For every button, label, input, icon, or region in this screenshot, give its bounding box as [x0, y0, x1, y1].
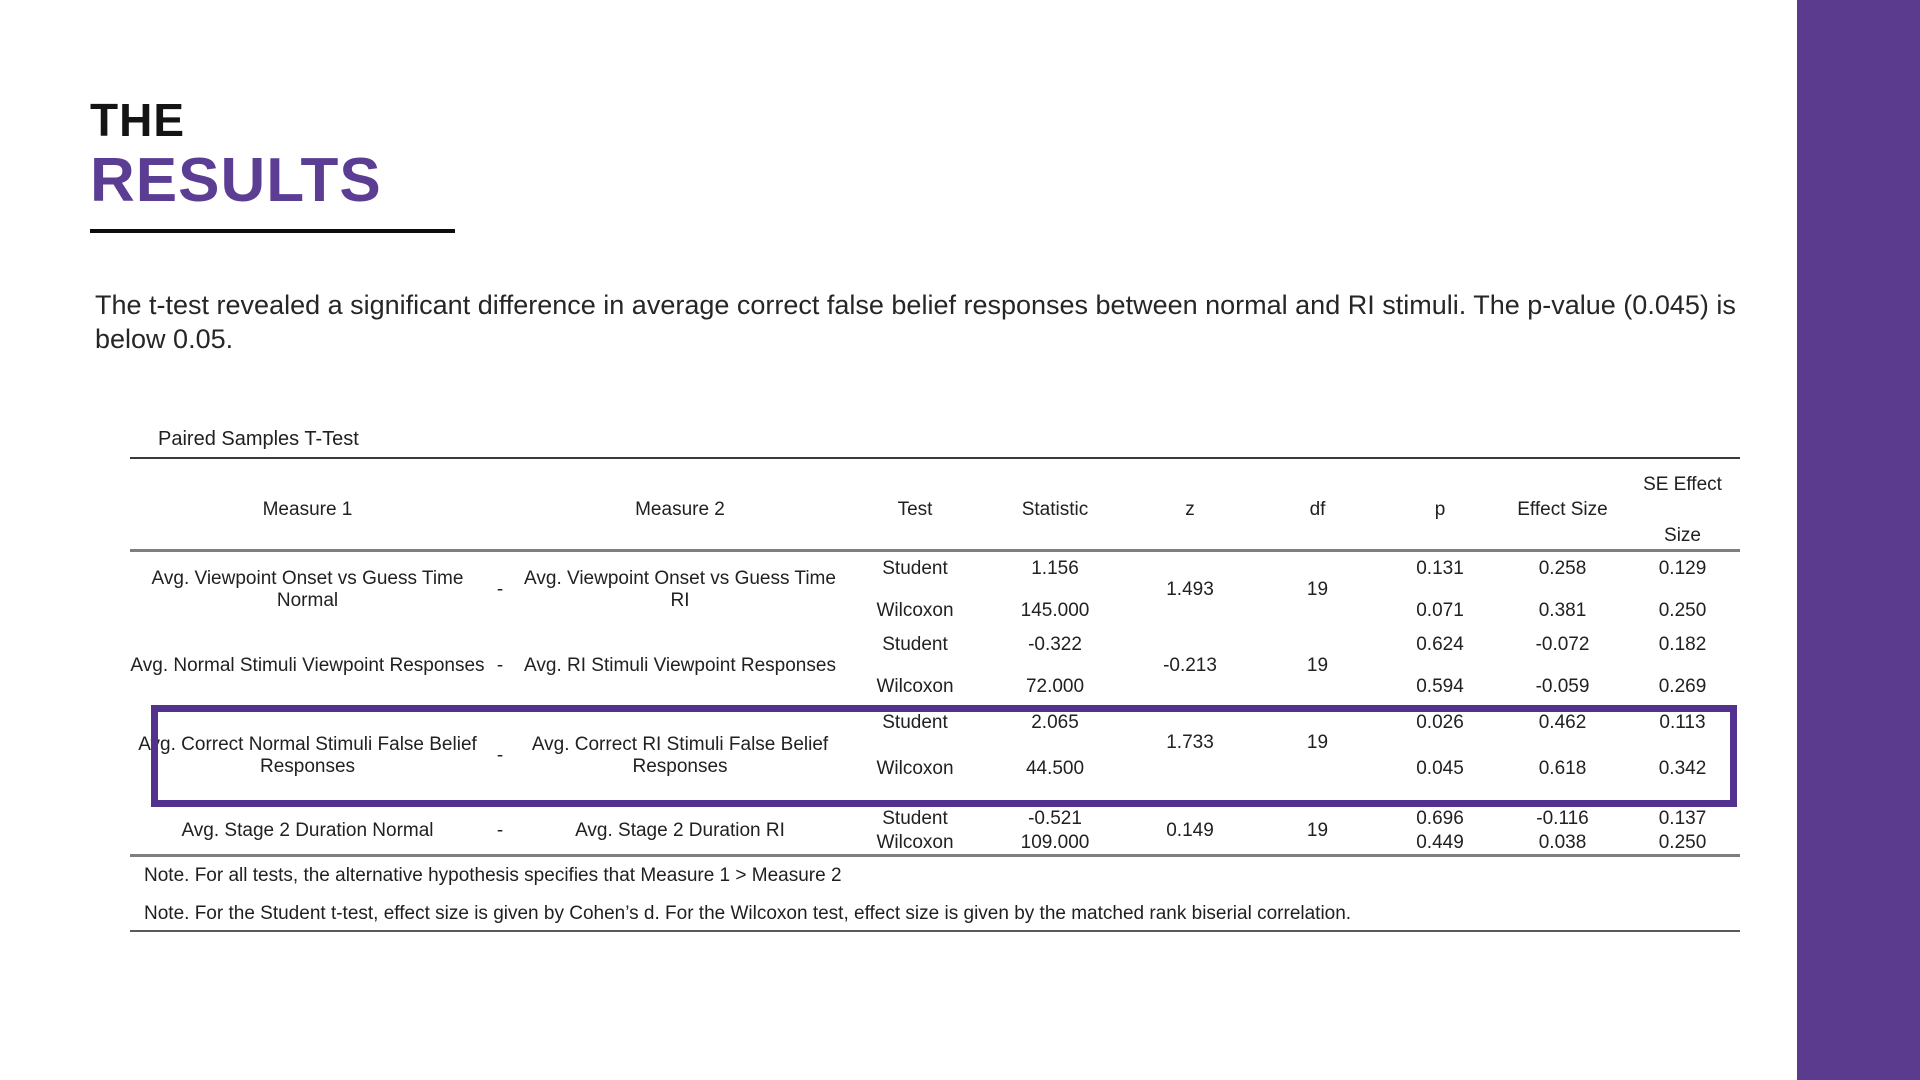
statistic-student: 2.065 — [1031, 712, 1079, 733]
separator-cell: - — [496, 579, 504, 600]
df-cell: 19 — [1306, 655, 1329, 676]
z-cell: 1.493 — [1166, 579, 1214, 600]
test-wilcoxon: Wilcoxon — [876, 758, 954, 779]
statistic-student: 1.156 — [1031, 558, 1079, 579]
p-wilcoxon: 0.045 — [1416, 758, 1464, 779]
effect-student: 0.462 — [1538, 712, 1587, 733]
header-z: z — [1185, 499, 1195, 521]
test-student: Student — [882, 558, 948, 579]
statistic-wilcoxon: 72.000 — [1025, 676, 1085, 697]
measure2-cell: Avg. Correct RI Stimuli False Belief Responses — [531, 734, 829, 777]
p-student: 0.624 — [1416, 634, 1464, 655]
se-wilcoxon: 0.250 — [1658, 832, 1707, 853]
se-student: 0.129 — [1658, 558, 1707, 579]
p-cell — [1380, 808, 1500, 854]
statistic-student: -0.322 — [1028, 634, 1082, 655]
statistic-cell — [985, 808, 1125, 854]
effect-wilcoxon: -0.059 — [1535, 676, 1590, 697]
statistic-cell — [985, 628, 1125, 704]
table-row — [130, 628, 1740, 704]
table-note-2: Note. For the Student t-test, effect size is given by Cohen’s d. For the Wilcoxon test, effect size is given by the matched rank biserial correlation. — [130, 887, 1740, 932]
header-measure2: Measure 2 — [635, 499, 725, 521]
table-row — [130, 808, 1740, 854]
effect-wilcoxon: 0.038 — [1538, 832, 1587, 853]
paired-samples-t-test-table — [130, 428, 1740, 932]
effect-size-cell — [1500, 628, 1625, 704]
header-p: p — [1434, 499, 1446, 521]
table-row — [130, 552, 1740, 628]
measure2-cell: Avg. Stage 2 Duration RI — [575, 820, 785, 841]
measure2-cell: Avg. Viewpoint Onset vs Guess Time RI — [524, 568, 836, 611]
header-separator — [485, 459, 515, 562]
title-block — [90, 95, 455, 233]
p-cell — [1380, 552, 1500, 628]
se-wilcoxon: 0.342 — [1658, 758, 1707, 779]
z-cell: 1.733 — [1166, 732, 1214, 753]
df-cell: 19 — [1306, 820, 1329, 841]
test-cell — [845, 552, 985, 628]
header-test: Test — [897, 499, 933, 521]
df-cell: 19 — [1306, 732, 1329, 753]
highlight-box — [151, 705, 1737, 807]
effect-wilcoxon: 0.381 — [1538, 600, 1587, 621]
se-student: 0.113 — [1659, 712, 1706, 733]
se-effect-size-cell — [1625, 808, 1740, 854]
table-header-row — [130, 459, 1740, 552]
se-wilcoxon: 0.250 — [1658, 600, 1707, 621]
se-student: 0.182 — [1658, 634, 1707, 655]
p-student: 0.026 — [1416, 712, 1464, 733]
header-measure1: Measure 1 — [262, 499, 353, 521]
test-cell — [845, 808, 985, 854]
header-se-effect-size: SE Effect Size — [1643, 474, 1722, 547]
header-statistic: Statistic — [1021, 499, 1089, 521]
test-student: Student — [882, 634, 948, 655]
test-wilcoxon: Wilcoxon — [876, 832, 954, 853]
statistic-cell — [985, 552, 1125, 628]
right-accent-bar — [1797, 0, 1920, 1080]
effect-student: -0.116 — [1536, 808, 1589, 829]
z-cell: 0.149 — [1166, 820, 1214, 841]
z-cell: -0.213 — [1163, 655, 1217, 676]
page-title: RESULTS — [90, 145, 382, 215]
test-student: Student — [882, 712, 948, 733]
se-effect-size-cell — [1625, 552, 1740, 628]
effect-student: 0.258 — [1538, 558, 1587, 579]
header-effect-size: Effect Size — [1517, 499, 1608, 521]
statistic-wilcoxon: 109.000 — [1020, 832, 1090, 853]
df-cell: 19 — [1306, 579, 1329, 600]
se-wilcoxon: 0.269 — [1658, 676, 1707, 697]
statistic-student: -0.521 — [1028, 808, 1082, 829]
se-effect-size-cell — [1625, 628, 1740, 704]
statistic-wilcoxon: 44.500 — [1025, 758, 1085, 779]
p-wilcoxon: 0.449 — [1416, 832, 1464, 853]
p-cell — [1380, 628, 1500, 704]
measure1-cell: Avg. Normal Stimuli Viewpoint Responses — [130, 655, 485, 676]
summary-text: The t-test revealed a significant difference in average correct false belief responses between normal and RI stimuli. The p-value (0.045) is below 0.05. — [95, 290, 1736, 355]
se-student: 0.137 — [1658, 808, 1707, 829]
measure2-cell: Avg. RI Stimuli Viewpoint Responses — [524, 655, 836, 676]
effect-size-cell — [1500, 552, 1625, 628]
effect-student: -0.072 — [1535, 634, 1590, 655]
test-student: Student — [882, 808, 948, 829]
p-wilcoxon: 0.594 — [1416, 676, 1464, 697]
measure1-cell: Avg. Correct Normal Stimuli False Belief Responses — [138, 734, 477, 777]
separator-cell: - — [496, 655, 504, 676]
separator-cell: - — [496, 820, 504, 841]
effect-size-cell — [1500, 808, 1625, 854]
table-title: Paired Samples T-Test — [130, 428, 1740, 459]
p-student: 0.696 — [1416, 808, 1464, 829]
effect-wilcoxon: 0.618 — [1538, 758, 1587, 779]
separator-cell: - — [496, 745, 504, 766]
statistic-wilcoxon: 145.000 — [1020, 600, 1090, 621]
measure1-cell: Avg. Viewpoint Onset vs Guess Time Normal — [151, 568, 464, 611]
header-df: df — [1309, 499, 1326, 521]
page-title-kicker: THE — [90, 94, 185, 146]
table-note-1: Note. For all tests, the alternative hypothesis specifies that Measure 1 > Measure 2 — [144, 865, 842, 886]
p-student: 0.131 — [1416, 558, 1464, 579]
title-underline — [90, 229, 455, 233]
test-wilcoxon: Wilcoxon — [876, 676, 954, 697]
p-wilcoxon: 0.071 — [1416, 600, 1464, 621]
measure1-cell: Avg. Stage 2 Duration Normal — [181, 820, 434, 841]
test-wilcoxon: Wilcoxon — [876, 600, 954, 621]
test-cell — [845, 628, 985, 704]
